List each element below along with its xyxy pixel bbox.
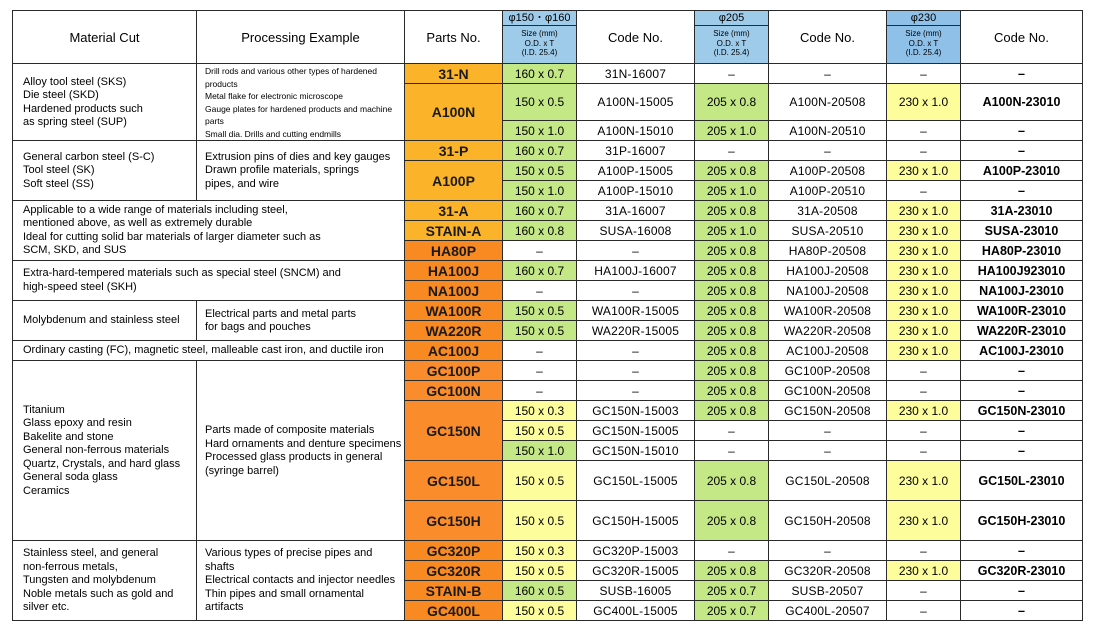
code-no-header: Code No. (577, 11, 695, 64)
size-cell: 205 x 1.0 (695, 121, 769, 141)
code-no-cell: 31N-16007 (577, 64, 695, 84)
size-cell: 150 x 0.5 (503, 561, 577, 581)
code-no-cell: A100P-20510 (769, 181, 887, 201)
code-no-cell: WA220R-15005 (577, 321, 695, 341)
code-no-cell: – (961, 121, 1083, 141)
code-no-cell: WA220R-20508 (769, 321, 887, 341)
product-spec-sheet (12, 10, 1083, 621)
diameter-group-label: φ230 (887, 11, 960, 26)
size-cell: 205 x 0.8 (695, 501, 769, 541)
code-no-cell: NA100J-23010 (961, 281, 1083, 301)
material-cut-cell: General carbon steel (S-C) Tool steel (SK) Soft steel (SS) (13, 141, 197, 201)
code-no-cell: GC320R-15005 (577, 561, 695, 581)
material-description: Extra-hard-tempered materials such as special steel (SNCM) and high-speed steel (SKH) (13, 261, 405, 301)
parts-no-header: Parts No. (405, 11, 503, 64)
parts-no-cell: AC100J (405, 341, 503, 361)
code-no-cell: A100N-15005 (577, 84, 695, 121)
parts-no-cell: GC400L (405, 601, 503, 621)
size-header-230 (887, 11, 961, 64)
parts-no-cell: WA220R (405, 321, 503, 341)
code-no-cell: – (961, 181, 1083, 201)
code-no-cell: AC100J-20508 (769, 341, 887, 361)
size-cell: – (887, 64, 961, 84)
parts-no-cell: STAIN-B (405, 581, 503, 601)
material-cut-cell: Molybdenum and stainless steel (13, 301, 197, 341)
code-no-cell: GC400L-15005 (577, 601, 695, 621)
code-no-cell: A100P-20508 (769, 161, 887, 181)
size-cell: – (887, 601, 961, 621)
size-cell: – (887, 121, 961, 141)
code-no-cell: HA100J923010 (961, 261, 1083, 281)
size-cell: 205 x 0.8 (695, 461, 769, 501)
parts-no-cell: STAIN-A (405, 221, 503, 241)
code-no-cell: HA100J-16007 (577, 261, 695, 281)
code-no-cell: – (769, 141, 887, 161)
parts-no-cell: GC100N (405, 381, 503, 401)
code-no-cell: – (961, 361, 1083, 381)
size-cell: 205 x 0.8 (695, 361, 769, 381)
table-row (13, 261, 1083, 281)
code-no-cell: GC150H-20508 (769, 501, 887, 541)
size-cell: – (887, 441, 961, 461)
size-cell: 150 x 0.5 (503, 84, 577, 121)
parts-no-cell: NA100J (405, 281, 503, 301)
size-cell: 205 x 0.8 (695, 381, 769, 401)
size-cell: 160 x 0.5 (503, 581, 577, 601)
code-no-cell: GC150L-23010 (961, 461, 1083, 501)
code-no-cell: GC100N-20508 (769, 381, 887, 401)
size-cell: 230 x 1.0 (887, 201, 961, 221)
processing-example-cell: Parts made of composite materials Hard ornaments and denture specimens Processed glass products in general (syringe barrel) (197, 361, 405, 541)
code-no-cell: GC150N-15010 (577, 441, 695, 461)
parts-no-cell: WA100R (405, 301, 503, 321)
code-no-cell: WA220R-23010 (961, 321, 1083, 341)
code-no-cell: HA80P-20508 (769, 241, 887, 261)
code-no-cell: – (577, 381, 695, 401)
size-cell: 230 x 1.0 (887, 321, 961, 341)
code-no-cell: HA80P-23010 (961, 241, 1083, 261)
code-no-cell: GC150H-15005 (577, 501, 695, 541)
code-no-cell: HA100J-20508 (769, 261, 887, 281)
size-cell: – (695, 64, 769, 84)
material-cut-cell: Stainless steel, and general non-ferrous metals, Tungsten and molybdenum Noble metals such as gold and silver etc. (13, 541, 197, 621)
size-cell: 205 x 0.8 (695, 301, 769, 321)
table-row (13, 301, 1083, 321)
code-no-cell: AC100J-23010 (961, 341, 1083, 361)
size-cell: 160 x 0.7 (503, 141, 577, 161)
table-row (13, 64, 1083, 84)
size-cell: 150 x 0.5 (503, 301, 577, 321)
table-row (13, 201, 1083, 221)
size-cell: 150 x 0.5 (503, 161, 577, 181)
code-no-cell: GC150N-15003 (577, 401, 695, 421)
material-description: Ordinary casting (FC), magnetic steel, malleable cast iron, and ductile iron (13, 341, 405, 361)
code-no-cell: A100N-20508 (769, 84, 887, 121)
size-cell: – (887, 541, 961, 561)
size-cell: 230 x 1.0 (887, 161, 961, 181)
size-cell: – (695, 141, 769, 161)
code-no-cell: – (577, 281, 695, 301)
size-cell: – (503, 361, 577, 381)
size-cell: 205 x 0.8 (695, 84, 769, 121)
header-row (13, 11, 1083, 64)
material-cut-header: Material Cut (13, 11, 197, 64)
size-cell: 150 x 0.5 (503, 601, 577, 621)
material-cut-cell: Alloy tool steel (SKS) Die steel (SKD) Hardened products such as spring steel (SUP) (13, 64, 197, 141)
size-cell: 230 x 1.0 (887, 84, 961, 121)
code-no-cell: 31A-20508 (769, 201, 887, 221)
parts-no-cell: A100P (405, 161, 503, 201)
processing-example-header: Processing Example (197, 11, 405, 64)
size-cell: – (887, 381, 961, 401)
size-cell: – (887, 141, 961, 161)
parts-no-cell: 31-P (405, 141, 503, 161)
code-no-cell: 31A-16007 (577, 201, 695, 221)
size-cell: 230 x 1.0 (887, 281, 961, 301)
size-cell: 230 x 1.0 (887, 301, 961, 321)
table-row (13, 141, 1083, 161)
size-cell: 205 x 1.0 (695, 221, 769, 241)
size-cell: 230 x 1.0 (887, 461, 961, 501)
parts-no-cell: GC320P (405, 541, 503, 561)
code-no-cell: GC150N-15005 (577, 421, 695, 441)
size-sublabel: Size (mm) O.D. x T (I.D. 25.4) (713, 29, 750, 57)
code-no-cell: GC400L-20507 (769, 601, 887, 621)
code-no-cell: WA100R-20508 (769, 301, 887, 321)
parts-no-cell: HA80P (405, 241, 503, 261)
size-cell: – (503, 341, 577, 361)
size-cell: 205 x 0.8 (695, 281, 769, 301)
code-no-cell: – (961, 421, 1083, 441)
code-no-cell: SUSB-16005 (577, 581, 695, 601)
size-cell: 150 x 1.0 (503, 441, 577, 461)
code-no-cell: GC150N-23010 (961, 401, 1083, 421)
parts-no-cell: 31-N (405, 64, 503, 84)
size-cell: 205 x 0.8 (695, 401, 769, 421)
parts-no-cell: GC100P (405, 361, 503, 381)
code-no-cell: SUSA-16008 (577, 221, 695, 241)
code-no-cell: WA100R-23010 (961, 301, 1083, 321)
code-no-cell: A100P-15005 (577, 161, 695, 181)
code-no-cell: – (769, 421, 887, 441)
code-no-cell: – (961, 541, 1083, 561)
code-no-cell: GC100P-20508 (769, 361, 887, 381)
code-no-cell: – (961, 601, 1083, 621)
code-no-cell: A100P-23010 (961, 161, 1083, 181)
processing-example-cell: Electrical parts and metal parts for bags and pouches (197, 301, 405, 341)
code-no-cell: – (577, 241, 695, 261)
size-cell: 205 x 0.8 (695, 241, 769, 261)
code-no-cell: GC150L-15005 (577, 461, 695, 501)
parts-no-cell: GC150N (405, 401, 503, 461)
size-cell: 230 x 1.0 (887, 341, 961, 361)
processing-example-cell: Extrusion pins of dies and key gauges Drawn profile materials, springs pipes, and wire (197, 141, 405, 201)
size-cell: 160 x 0.8 (503, 221, 577, 241)
code-no-cell: GC150L-20508 (769, 461, 887, 501)
size-cell: – (887, 421, 961, 441)
size-cell: – (887, 361, 961, 381)
parts-no-cell: GC320R (405, 561, 503, 581)
parts-no-cell: 31-A (405, 201, 503, 221)
processing-example-cell: Drill rods and various other types of hardened products Metal flake for electronic microscope Gauge plates for hardened products and machine parts Small dia. Drills and cutting endmills (197, 64, 405, 141)
code-no-cell: SUSA-20510 (769, 221, 887, 241)
size-cell: 230 x 1.0 (887, 561, 961, 581)
size-cell: 205 x 0.8 (695, 561, 769, 581)
code-no-cell: A100N-20510 (769, 121, 887, 141)
code-no-cell: WA100R-15005 (577, 301, 695, 321)
code-no-cell: – (961, 381, 1083, 401)
parts-no-cell: GC150H (405, 501, 503, 541)
size-header-205 (695, 11, 769, 64)
size-cell: – (887, 581, 961, 601)
code-no-cell: – (577, 361, 695, 381)
size-cell: 230 x 1.0 (887, 261, 961, 281)
code-no-cell: – (769, 64, 887, 84)
code-no-header: Code No. (961, 11, 1083, 64)
code-no-cell: SUSB-20507 (769, 581, 887, 601)
code-no-cell: NA100J-20508 (769, 281, 887, 301)
size-cell: – (695, 441, 769, 461)
parts-no-cell: HA100J (405, 261, 503, 281)
code-no-cell: – (961, 441, 1083, 461)
code-no-cell: 31A-23010 (961, 201, 1083, 221)
code-no-cell: A100N-15010 (577, 121, 695, 141)
size-cell: – (503, 281, 577, 301)
size-cell: 150 x 0.5 (503, 501, 577, 541)
code-no-cell: – (961, 581, 1083, 601)
size-cell: – (695, 421, 769, 441)
size-sublabel: Size (mm) O.D. x T (I.D. 25.4) (521, 29, 558, 57)
code-no-cell: A100P-15010 (577, 181, 695, 201)
code-no-cell: GC150H-23010 (961, 501, 1083, 541)
size-cell: 160 x 0.7 (503, 261, 577, 281)
size-cell: – (887, 181, 961, 201)
size-cell: 150 x 1.0 (503, 181, 577, 201)
code-no-cell: – (769, 541, 887, 561)
size-cell: 150 x 1.0 (503, 121, 577, 141)
size-cell: 205 x 0.8 (695, 161, 769, 181)
size-cell: 205 x 0.7 (695, 601, 769, 621)
size-cell: 150 x 0.5 (503, 421, 577, 441)
cutting-wheel-spec-table (12, 10, 1083, 621)
material-description: Applicable to a wide range of materials including steel, mentioned above, as well as extremely durable Ideal for cutting solid bar materials of larger diameter such as SCM, SKD, and SUS (13, 201, 405, 261)
diameter-group-label: φ150・φ160 (503, 11, 576, 26)
code-no-cell: SUSA-23010 (961, 221, 1083, 241)
size-cell: 205 x 0.7 (695, 581, 769, 601)
size-cell: – (695, 541, 769, 561)
code-no-cell: – (769, 441, 887, 461)
size-cell: 230 x 1.0 (887, 501, 961, 541)
size-cell: 205 x 0.8 (695, 261, 769, 281)
material-cut-cell: Titanium Glass epoxy and resin Bakelite and stone General non-ferrous materials Quartz, Crystals, and hard glass General soda glass Ceramics (13, 361, 197, 541)
code-no-cell: 31P-16007 (577, 141, 695, 161)
code-no-cell: – (961, 64, 1083, 84)
parts-no-cell: A100N (405, 84, 503, 141)
size-cell: 205 x 1.0 (695, 181, 769, 201)
size-cell: 160 x 0.7 (503, 64, 577, 84)
size-header-150-160 (503, 11, 577, 64)
size-cell: 205 x 0.8 (695, 341, 769, 361)
size-sublabel: Size (mm) O.D. x T (I.D. 25.4) (905, 29, 942, 57)
size-cell: 150 x 0.3 (503, 541, 577, 561)
size-cell: 150 x 0.5 (503, 321, 577, 341)
size-cell: 150 x 0.3 (503, 401, 577, 421)
code-no-cell: GC320P-15003 (577, 541, 695, 561)
size-cell: 205 x 0.8 (695, 321, 769, 341)
size-cell: 150 x 0.5 (503, 461, 577, 501)
code-no-cell: – (961, 141, 1083, 161)
size-cell: 160 x 0.7 (503, 201, 577, 221)
code-no-cell: – (577, 341, 695, 361)
code-no-cell: A100N-23010 (961, 84, 1083, 121)
size-cell: 205 x 0.8 (695, 201, 769, 221)
code-no-cell: GC320R-23010 (961, 561, 1083, 581)
table-row (13, 541, 1083, 561)
code-no-header: Code No. (769, 11, 887, 64)
size-cell: 230 x 1.0 (887, 241, 961, 261)
parts-no-cell: GC150L (405, 461, 503, 501)
size-cell: – (503, 381, 577, 401)
table-row (13, 361, 1083, 381)
size-cell: 230 x 1.0 (887, 401, 961, 421)
diameter-group-label: φ205 (695, 11, 768, 26)
table-row (13, 341, 1083, 361)
size-cell: 230 x 1.0 (887, 221, 961, 241)
code-no-cell: GC320R-20508 (769, 561, 887, 581)
processing-example-cell: Various types of precise pipes and shafts Electrical contacts and injector needles Thin pipes and small ornamental artifacts (197, 541, 405, 621)
code-no-cell: GC150N-20508 (769, 401, 887, 421)
size-cell: – (503, 241, 577, 261)
